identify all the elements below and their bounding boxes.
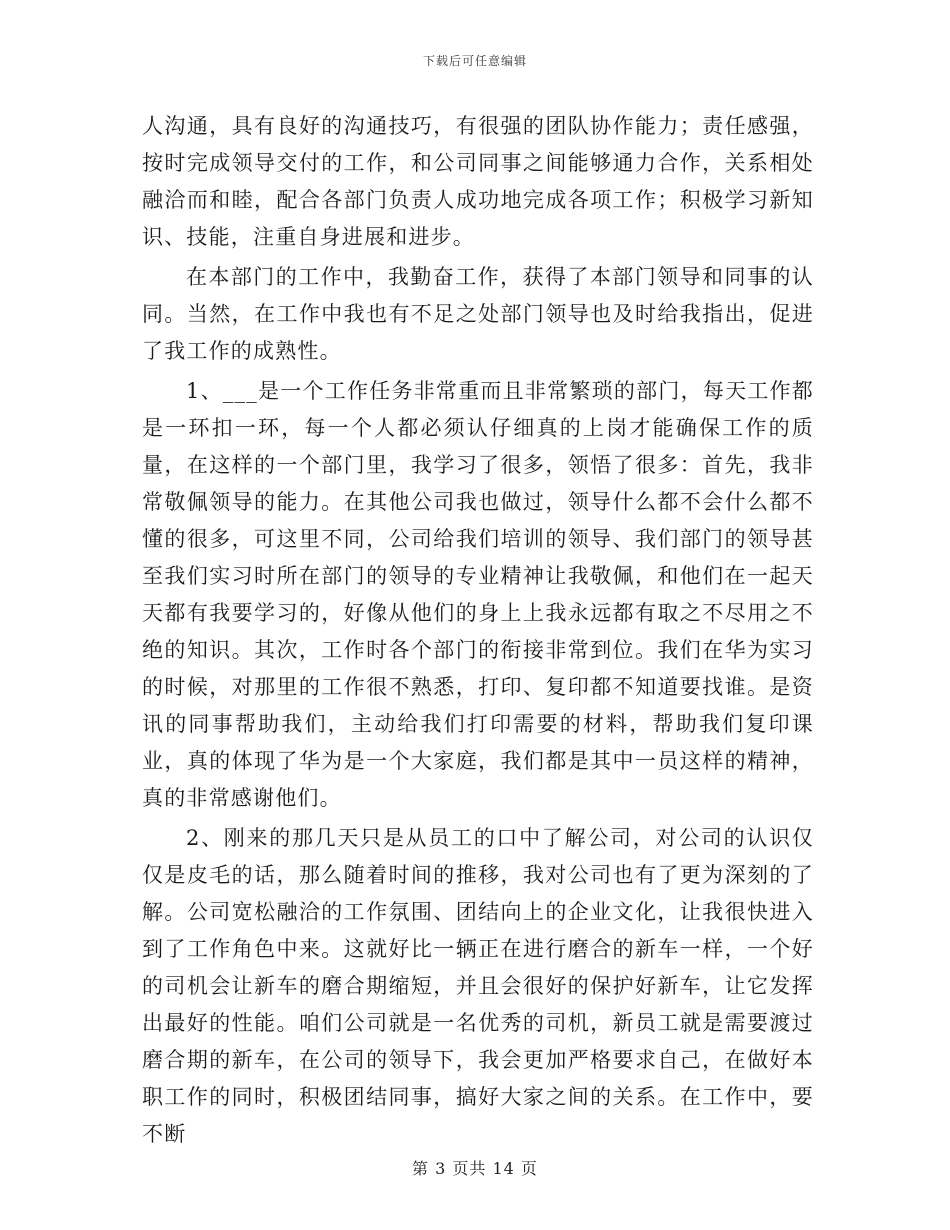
paragraph-point-1: 1、___是一个工作任务非常重而且非常繁琐的部门，每天工作都是一环扣一环，每一个人都必须认仔细真的上岗才能确保工作的质量，在这样的一个部门里，我学习了很多，领悟了很多：首先，我非常敬佩领导的能力。在其他公司我也做过，领导什么都不会什么都不懂的很多，可这里不同，公司给我们培训的领导、我们部门的领导甚至我们实习时所在部门的领导的专业精神让我敬佩，和他们在一起天天都有我要学习的，好像从他们的身上上我永远都有取之不尽用之不绝的知识。其次，工作时各个部门的衔接非常到位。我们在华为实习的时候，对那里的工作很不熟悉，打印、复印都不知道要找谁。是资讯的同事帮助我们，主动给我们打印需要的材料，帮助我们复印课业，真的体现了华为是一个大家庭，我们都是其中一员这样的精神，真的非常感谢他们。 <box>142 379 814 810</box>
paragraph-point-2: 2、刚来的那几天只是从员工的口中了解公司，对公司的认识仅仅是皮毛的话，那么随着时间的推移，我对公司也有了更为深刻的了解。公司宽松融洽的工作氛围、团结向上的企业文化，让我很快进入到了工作角色中来。这就好比一辆正在进行磨合的新车一样，一个好的司机会让新车的磨合期缩短，并且会很好的保护好新车，让它发挥出最好的性能。咱们公司就是一名优秀的司机，新员工就是需要渡过磨合期的新车，在公司的领导下，我会更加严格要求自己，在做好本职工作的同时，积极团结同事，搞好大家之间的关系。在工作中，要不断 <box>142 826 814 1146</box>
paragraph-continuation: 人沟通，具有良好的沟通技巧，有很强的团队协作能力；责任感强，按时完成领导交付的工作，和公司同事之间能够通力合作，关系相处融洽而和睦，配合各部门负责人成功地完成各项工作；积极学习新知识、技能，注重自身进展和进步。 <box>142 114 814 249</box>
paragraph-department-work: 在本部门的工作中，我勤奋工作，获得了本部门领导和同事的认同。当然，在工作中我也有不足之处部门领导也及时给我指出，促进了我工作的成熟性。 <box>142 265 814 363</box>
page-header: 下载后可任意编辑 <box>422 54 527 68</box>
page-footer: 第 3 页共 14 页 <box>412 1159 538 1178</box>
document-body <box>142 108 814 1153</box>
